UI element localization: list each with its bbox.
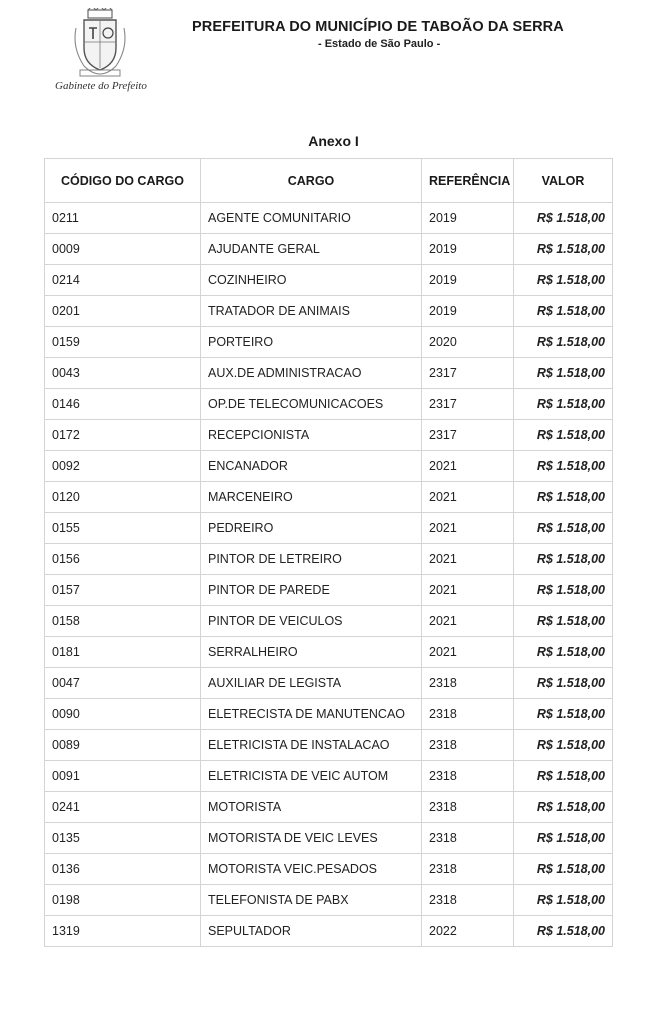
cargo-name-cell: MOTORISTA DE VEIC LEVES <box>201 823 422 854</box>
cargo-name-cell: MOTORISTA VEIC.PESADOS <box>201 854 422 885</box>
table-row <box>45 761 613 792</box>
value-cell: R$ 1.518,00 <box>514 327 613 358</box>
value-cell: R$ 1.518,00 <box>514 792 613 823</box>
reference-cell: 2317 <box>422 420 514 451</box>
office-label: Gabinete do Prefeito <box>55 80 147 92</box>
table-header-row <box>45 159 613 203</box>
cargo-name-cell: SEPULTADOR <box>201 916 422 947</box>
cargo-name-cell: ELETRECISTA DE MANUTENCAO <box>201 699 422 730</box>
table-row <box>45 513 613 544</box>
table-row <box>45 823 613 854</box>
cargo-code-cell: 0043 <box>45 358 201 389</box>
cargo-code-cell: 0136 <box>45 854 201 885</box>
table-row <box>45 606 613 637</box>
value-cell: R$ 1.518,00 <box>514 203 613 234</box>
document-header <box>0 0 667 120</box>
cargo-name-cell: COZINHEIRO <box>201 265 422 296</box>
cargo-code-cell: 0092 <box>45 451 201 482</box>
cargo-code-cell: 0211 <box>45 203 201 234</box>
state-subtitle: - Estado de São Paulo - <box>318 38 441 50</box>
cargo-name-cell: AUX.DE ADMINISTRACAO <box>201 358 422 389</box>
table-row <box>45 265 613 296</box>
municipality-title: PREFEITURA DO MUNICÍPIO DE TABOÃO DA SERRA <box>192 19 564 35</box>
table-row <box>45 234 613 265</box>
cargo-name-cell: ENCANADOR <box>201 451 422 482</box>
cargo-name-cell: AJUDANTE GERAL <box>201 234 422 265</box>
cargo-name-cell: PEDREIRO <box>201 513 422 544</box>
value-cell: R$ 1.518,00 <box>514 451 613 482</box>
reference-cell: 2318 <box>422 730 514 761</box>
annex-title: Anexo I <box>308 133 359 149</box>
value-cell: R$ 1.518,00 <box>514 730 613 761</box>
cargo-code-cell: 0198 <box>45 885 201 916</box>
reference-cell: 2021 <box>422 637 514 668</box>
value-cell: R$ 1.518,00 <box>514 699 613 730</box>
cargo-code-cell: 0157 <box>45 575 201 606</box>
cargo-code-cell: 0047 <box>45 668 201 699</box>
value-cell: R$ 1.518,00 <box>514 916 613 947</box>
table-row <box>45 296 613 327</box>
coat-of-arms-icon <box>70 8 130 78</box>
reference-cell: 2021 <box>422 482 514 513</box>
table-row <box>45 451 613 482</box>
value-cell: R$ 1.518,00 <box>514 544 613 575</box>
cargo-name-cell: ELETRICISTA DE INSTALACAO <box>201 730 422 761</box>
cargo-name-cell: ELETRICISTA DE VEIC AUTOM <box>201 761 422 792</box>
reference-cell: 2021 <box>422 513 514 544</box>
value-cell: R$ 1.518,00 <box>514 575 613 606</box>
value-cell: R$ 1.518,00 <box>514 885 613 916</box>
reference-cell: 2318 <box>422 792 514 823</box>
value-cell: R$ 1.518,00 <box>514 389 613 420</box>
value-cell: R$ 1.518,00 <box>514 668 613 699</box>
table-body <box>45 203 613 947</box>
reference-cell: 2019 <box>422 234 514 265</box>
table-row <box>45 668 613 699</box>
column-header-cargo: CARGO <box>201 159 422 203</box>
cargo-code-cell: 0120 <box>45 482 201 513</box>
value-cell: R$ 1.518,00 <box>514 761 613 792</box>
reference-cell: 2019 <box>422 296 514 327</box>
cargo-code-cell: 0146 <box>45 389 201 420</box>
cargo-code-cell: 0090 <box>45 699 201 730</box>
table-row <box>45 730 613 761</box>
value-cell: R$ 1.518,00 <box>514 823 613 854</box>
cargo-code-cell: 0156 <box>45 544 201 575</box>
cargo-name-cell: TELEFONISTA DE PABX <box>201 885 422 916</box>
value-cell: R$ 1.518,00 <box>514 358 613 389</box>
cargo-code-cell: 0172 <box>45 420 201 451</box>
cargo-name-cell: PINTOR DE VEICULOS <box>201 606 422 637</box>
reference-cell: 2019 <box>422 265 514 296</box>
reference-cell: 2318 <box>422 823 514 854</box>
table-row <box>45 916 613 947</box>
cargo-name-cell: RECEPCIONISTA <box>201 420 422 451</box>
reference-cell: 2318 <box>422 854 514 885</box>
cargo-name-cell: AGENTE COMUNITARIO <box>201 203 422 234</box>
cargo-name-cell: MOTORISTA <box>201 792 422 823</box>
cargo-code-cell: 0158 <box>45 606 201 637</box>
reference-cell: 2020 <box>422 327 514 358</box>
value-cell: R$ 1.518,00 <box>514 513 613 544</box>
cargo-code-cell: 0214 <box>45 265 201 296</box>
value-cell: R$ 1.518,00 <box>514 296 613 327</box>
reference-cell: 2021 <box>422 606 514 637</box>
value-cell: R$ 1.518,00 <box>514 234 613 265</box>
table-row <box>45 482 613 513</box>
column-header-value: VALOR <box>514 159 613 203</box>
table-row <box>45 885 613 916</box>
reference-cell: 2317 <box>422 358 514 389</box>
reference-cell: 2019 <box>422 203 514 234</box>
reference-cell: 2318 <box>422 885 514 916</box>
cargo-name-cell: OP.DE TELECOMUNICACOES <box>201 389 422 420</box>
cargo-code-cell: 0201 <box>45 296 201 327</box>
value-cell: R$ 1.518,00 <box>514 854 613 885</box>
reference-cell: 2021 <box>422 575 514 606</box>
reference-cell: 2021 <box>422 451 514 482</box>
value-cell: R$ 1.518,00 <box>514 482 613 513</box>
cargo-name-cell: PINTOR DE LETREIRO <box>201 544 422 575</box>
column-header-reference: REFERÊNCIA <box>422 159 514 203</box>
cargo-code-cell: 0009 <box>45 234 201 265</box>
cargo-code-cell: 0091 <box>45 761 201 792</box>
table-row <box>45 792 613 823</box>
value-cell: R$ 1.518,00 <box>514 637 613 668</box>
positions-table <box>44 158 613 947</box>
reference-cell: 2318 <box>422 761 514 792</box>
cargo-code-cell: 0135 <box>45 823 201 854</box>
table-row <box>45 637 613 668</box>
table-row <box>45 699 613 730</box>
reference-cell: 2022 <box>422 916 514 947</box>
cargo-code-cell: 0159 <box>45 327 201 358</box>
cargo-name-cell: AUXILIAR DE LEGISTA <box>201 668 422 699</box>
cargo-code-cell: 0181 <box>45 637 201 668</box>
cargo-name-cell: PINTOR DE PAREDE <box>201 575 422 606</box>
cargo-name-cell: PORTEIRO <box>201 327 422 358</box>
table-row <box>45 327 613 358</box>
reference-cell: 2021 <box>422 544 514 575</box>
table-row <box>45 544 613 575</box>
value-cell: R$ 1.518,00 <box>514 420 613 451</box>
table-row <box>45 420 613 451</box>
cargo-name-cell: TRATADOR DE ANIMAIS <box>201 296 422 327</box>
cargo-code-cell: 1319 <box>45 916 201 947</box>
value-cell: R$ 1.518,00 <box>514 265 613 296</box>
reference-cell: 2317 <box>422 389 514 420</box>
cargo-code-cell: 0241 <box>45 792 201 823</box>
table-row <box>45 358 613 389</box>
reference-cell: 2318 <box>422 668 514 699</box>
value-cell: R$ 1.518,00 <box>514 606 613 637</box>
cargo-name-cell: SERRALHEIRO <box>201 637 422 668</box>
table-row <box>45 389 613 420</box>
table-row <box>45 575 613 606</box>
table-row <box>45 854 613 885</box>
cargo-code-cell: 0155 <box>45 513 201 544</box>
cargo-name-cell: MARCENEIRO <box>201 482 422 513</box>
table-row <box>45 203 613 234</box>
reference-cell: 2318 <box>422 699 514 730</box>
cargo-code-cell: 0089 <box>45 730 201 761</box>
column-header-code: CÓDIGO DO CARGO <box>45 159 201 203</box>
